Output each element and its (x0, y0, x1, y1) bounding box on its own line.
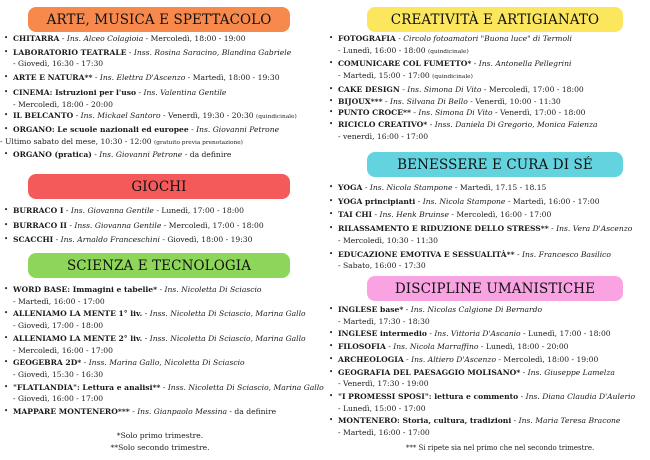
course-name: ARCHEOLOGIA (338, 354, 404, 364)
bullet-icon: • (329, 84, 334, 93)
course-name: BURRACO I (13, 206, 64, 215)
course-item: • TAI CHI - Ins. Henk Bruinse - Mercoledì, 16:00 - 17:00 (329, 210, 552, 220)
course-schedule: Martedì, 16:00 - 17:00 (512, 196, 600, 206)
bullet-icon: • (329, 329, 334, 338)
course-schedule: Martedì, 16:00 - 17:00 (342, 428, 430, 438)
bullet-icon: • (4, 111, 9, 120)
section-banner (28, 7, 290, 32)
course-schedule: Giovedì, 18:00 - 19:30 (167, 235, 253, 245)
bullet-icon: • (4, 220, 9, 229)
section-banner (367, 152, 623, 177)
bullet-icon: • (329, 119, 334, 128)
course-name: FILOSOFIA (338, 342, 386, 352)
course-name: BURRACO II (13, 220, 67, 230)
section-banner (28, 174, 290, 199)
course-teacher: Ins. Henk Bruinse (379, 210, 449, 220)
course-name: EDUCAZIONE EMOTIVA E SESSUALITÀ** (338, 249, 515, 259)
section-title: CREATIVITÀ E ARTIGIANATO (390, 11, 600, 28)
course-schedule: Mercoledì, 18:00 - 20:00 (17, 99, 113, 109)
course-teacher: Ins. Giovanni Petrone (99, 150, 183, 160)
bullet-icon: • (4, 124, 9, 133)
course-teacher: Ins. Valentina Gentile (143, 87, 227, 97)
course-name: CAKE DESIGN (338, 84, 400, 94)
bullet-icon: • (329, 224, 334, 233)
course-name: MONTENERO: Storia, cultura, tradizioni (338, 416, 512, 426)
course-teacher: Ins. Nicolas Calgione Di Bernardo (410, 305, 543, 314)
course-item: • ORGANO (pratica) - Ins. Giovanni Petrone - da definire (4, 150, 232, 160)
course-teacher: Ins. Gianpaolo Messina (137, 407, 227, 417)
course-note: (quindicinale) (428, 48, 469, 55)
course-schedule: Giovedì, 16:00 - 17:00 (17, 394, 104, 404)
course-item: • ORGANO: Le scuole nazionali ed europee - Ins. Giovanni Petrone - Ultimo sabato del mese, 10:30 - 12:00 (gratuito previa prenotazione) (0, 124, 280, 146)
bullet-icon: • (4, 235, 9, 244)
course-schedule: da definire (234, 407, 277, 417)
course-name: "FLATLANDIA": Lettura e analisi** (13, 382, 161, 392)
course-teacher: Ins. Alceo Colagioia (66, 34, 144, 43)
section-title: GIOCHI (131, 178, 187, 195)
bullet-icon: • (4, 87, 9, 96)
course-teacher: Inss. Nicoletta Di Sciascio, Marina Gallo (149, 333, 306, 343)
course-item: • EDUCAZIONE EMOTIVA E SESSUALITÀ** - Ins. Francesco Basilico - Sabato, 16:00 - 17:30 (329, 249, 611, 271)
section-title: SCIENZA E TECNOLOGIA (66, 257, 252, 274)
bullet-icon: • (4, 47, 9, 56)
course-item: • ARTE E NATURA** - Ins. Elettra D'Ascenzo - Martedì, 18:00 - 19:30 (4, 73, 280, 83)
course-list (0, 33, 297, 161)
course-teacher: Ins. Vera D'Ascenzo (556, 224, 633, 234)
course-teacher: Ins. Giovanna Gentile (70, 206, 154, 215)
course-item: • CHITARRA - Ins. Alceo Colagioia - Mercoledì, 18:00 - 19:00 (4, 34, 246, 43)
course-teacher: Ins. Nicoletta Di Sciascio (164, 285, 262, 294)
bullet-icon: • (329, 249, 334, 258)
course-teacher: Ins. Nicola Stampone (369, 183, 453, 192)
bullet-icon: • (4, 150, 9, 159)
bullet-icon: • (329, 354, 334, 363)
course-schedule: venerdì, 16:00 - 17:00 (342, 131, 429, 141)
footnote: *** Si ripete sia nel primo che nel secondo trimestre. (405, 444, 595, 452)
course-item: • BIJOUX*** - Ins. Silvana Di Bello - Venerdì, 10:00 - 11:30 (329, 96, 561, 106)
section-banner (28, 253, 290, 278)
course-item: • IL BELCANTO - Ins. Mickael Santoro - Venerdì, 19:30 - 20:30 (quindicinale) (4, 111, 297, 121)
course-name: LABORATORIO TEATRALE (13, 47, 127, 57)
footnote: *Solo primo trimestre. (116, 431, 204, 440)
course-schedule: Martedì, 15:00 - 17:00 (342, 71, 430, 81)
course-item: • INGLESE base* - Ins. Nicolas Calgione Di Bernardo - Martedì, 17:30 - 18:30 (329, 305, 543, 326)
course-schedule: Venerdì, 17:00 - 18:00 (499, 108, 586, 118)
course-teacher: Ins. Francesco Basilico (522, 249, 611, 259)
course-schedule: Lunedì, 16:00 - 18:00 (342, 45, 426, 55)
course-teacher: Ins. Simona Di Vito (418, 108, 493, 118)
course-name: YOGA principianti (338, 196, 416, 206)
course-item: • YOGA principianti - Ins. Nicola Stampone - Martedì, 16:00 - 17:00 (329, 196, 600, 206)
bullet-icon: • (329, 108, 334, 117)
course-item: • RILASSAMENTO E RIDUZIONE DELLO STRESS** - Ins. Vera D'Ascenzo - Mercoledì, 10:30 - 11:30 (329, 224, 633, 245)
course-schedule: Lunedì, 18:00 - 20:00 (485, 342, 569, 352)
course-schedule: Lunedì, 17:00 - 18:00 (161, 206, 244, 215)
course-list (0, 205, 264, 246)
course-note: (quindicinale) (256, 114, 297, 121)
course-list (325, 182, 632, 272)
bullet-icon: • (4, 407, 9, 416)
bullet-icon: • (329, 34, 334, 42)
course-teacher: Ins. Elettra D'Ascenzo (99, 73, 186, 83)
course-teacher: Inss. Marina Gallo, Nicoletta Di Sciascio (88, 358, 245, 368)
course-schedule: Mercoledì, 16:00 - 17:00 (456, 210, 552, 220)
course-teacher: Ins. Diana Claudia D'Aulerio (525, 391, 636, 401)
course-item: • MAPPARE MONTENERO*** - Ins. Gianpaolo Messina - da definire (4, 407, 277, 417)
course-item: • "FLATLANDIA": Lettura e analisi** - Inss. Nicoletta Di Sciascio, Marina Gallo - Giovedì, 16:00 - 17:00 (4, 382, 324, 404)
bullet-icon: • (329, 342, 334, 351)
course-teacher: Ins. Maria Teresa Bracone (518, 416, 621, 426)
course-schedule: Giovedì, 16:30 - 17:30 (17, 59, 104, 69)
course-name: RILASSAMENTO E RIDUZIONE DELLO STRESS** (338, 224, 549, 234)
course-teacher: Inss. Giovanna Gentile (74, 220, 162, 230)
course-schedule: Lunedì, 17:00 - 18:00 (528, 329, 611, 339)
course-name: IL BELCANTO (13, 111, 74, 121)
course-note: (gratuito previa prenotazione) (154, 139, 243, 146)
course-item: • WORD BASE: Immagini e tabelle* - Ins. Nicoletta Di Sciascio - Martedì, 16:00 - 17:00 (4, 285, 262, 306)
course-schedule: Martedì, 16:00 - 17:00 (17, 296, 105, 306)
course-teacher: Circolo fotoamatori "Buona luce" di Termoli (403, 34, 572, 43)
footnotes (60, 430, 260, 453)
course-item: • LABORATORIO TEATRALE - Inss. Rosina Saracino, Blandina Gabriele - Giovedì, 16:30 - 17:30 (4, 47, 292, 69)
course-teacher: Ins. Antonella Pellegrini (478, 59, 572, 69)
bullet-icon: • (329, 416, 334, 425)
course-name: ORGANO (pratica) (13, 150, 92, 160)
course-schedule: Martedì, 17:30 - 18:30 (342, 316, 430, 326)
course-item: • YOGA - Ins. Nicola Stampone - Martedì, 17.15 - 18.15 (329, 183, 547, 192)
course-item: • RICICLO CREATIVO* - Inss. Daniela Di Gregorio, Monica Faienza - venerdì, 16:00 - 17:00 (329, 119, 598, 141)
course-schedule: Venerdì, 17:30 - 19:00 (342, 379, 429, 389)
course-item: • PUNTO CROCE** - Ins. Simona Di Vito - Venerdì, 17:00 - 18:00 (329, 108, 586, 118)
course-teacher: Ins. Mickael Santoro (80, 111, 161, 121)
footnote: **Solo secondo trimestre. (110, 442, 210, 452)
course-name: INGLESE base* (338, 305, 404, 314)
course-item: • BURRACO I - Ins. Giovanna Gentile - Lunedì, 17:00 - 18:00 (4, 206, 244, 215)
bullet-icon: • (4, 309, 9, 318)
course-name: BIJOUX*** (338, 96, 383, 106)
course-name: SCACCHI (13, 235, 54, 245)
course-schedule: Mercoledì, 17:00 - 18:00 (168, 220, 264, 230)
course-teacher: Ins. Altiero D'Ascenzo (411, 354, 497, 364)
bullet-icon: • (4, 358, 9, 367)
course-item: • CINEMA: Istruzioni per l'uso - Ins. Valentina Gentile - Mercoledì, 18:00 - 20:00 (4, 87, 227, 109)
course-list (0, 284, 324, 418)
section-title: ARTE, MUSICA E SPETTACOLO (46, 11, 272, 28)
course-note: (quindicinale) (432, 74, 473, 81)
course-name: TAI CHI (338, 210, 373, 220)
course-item: • CAKE DESIGN - Ins. Simona Di Vito - Mercoledì, 17:00 - 18:00 (329, 84, 584, 94)
bullet-icon: • (329, 210, 334, 219)
course-teacher: Inss. Nicoletta Di Sciascio, Marina Gallo (167, 382, 324, 392)
course-item: • INGLESE intermedio - Ins. Vittoria D'Ascanio - Lunedì, 17:00 - 18:00 (329, 329, 611, 339)
course-item: • ALLENIAMO LA MENTE 2° liv. - Inss. Nicoletta Di Sciascio, Marina Gallo - Mercoledì, 16:00 - 17:00 (4, 333, 306, 355)
bullet-icon: • (329, 96, 334, 105)
course-teacher: Ins. Arnaldo Franceschini (60, 235, 160, 245)
course-schedule: Venerdì, 19:30 - 20:30 (168, 111, 254, 121)
course-schedule: Mercoledì, 18:00 - 19:00 (150, 34, 246, 43)
course-schedule: da definire (189, 150, 232, 160)
bullet-icon: • (329, 196, 334, 205)
course-teacher: Inss. Daniela Di Gregorio, Monica Faienza (434, 119, 598, 129)
bullet-icon: • (329, 183, 334, 191)
course-name: GEOGRAFIA DEL PAESAGGIO MOLISANO* (338, 367, 521, 377)
course-name: FOTOGRAFIA (338, 34, 396, 43)
bullet-icon: • (329, 367, 334, 376)
course-item: • COMUNICARE COL FUMETTO* - Ins. Antonella Pellegrini - Martedì, 15:00 - 17:00 (quindicinale) (329, 59, 572, 81)
course-schedule: Sabato, 16:00 - 17:30 (342, 261, 426, 271)
course-teacher: Inss. Nicoletta Di Sciascio, Marina Gallo (149, 309, 306, 319)
course-item: • "I PROMESSI SPOSI": lettura e commento - Ins. Diana Claudia D'Aulerio - Lunedì, 15:00 - 17:00 (329, 391, 636, 413)
course-name: ALLENIAMO LA MENTE 1° liv. (13, 309, 143, 319)
course-teacher: Ins. Silvana Di Bello (390, 96, 468, 106)
course-item: • GEOGRAFIA DEL PAESAGGIO MOLISANO* - Ins. Giuseppe Lamelza - Venerdì, 17:30 - 19:00 (329, 367, 615, 389)
course-teacher: Ins. Giuseppe Lamelza (527, 367, 615, 377)
course-list (325, 33, 598, 142)
bullet-icon: • (4, 333, 9, 342)
course-name: COMUNICARE COL FUMETTO* (338, 59, 472, 69)
course-name: RICICLO CREATIVO* (338, 119, 428, 129)
course-schedule: Mercoledì, 17:00 - 18:00 (488, 84, 584, 94)
course-item: • GEOGEBRA 2D* - Inss. Marina Gallo, Nicoletta Di Sciascio - Giovedì, 15:30 - 16:30 (4, 358, 245, 379)
course-name: ORGANO: Le scuole nazionali ed europee (13, 124, 189, 134)
bullet-icon: • (329, 59, 334, 68)
bullet-icon: • (4, 382, 9, 391)
bullet-icon: • (4, 73, 9, 82)
course-schedule: Giovedì, 15:30 - 16:30 (17, 369, 104, 379)
course-item: • SCACCHI - Ins. Arnaldo Franceschini - Giovedì, 18:00 - 19:30 (4, 235, 253, 245)
course-teacher: Ins. Giovanni Petrone (196, 124, 280, 134)
course-name: CHITARRA (13, 34, 60, 43)
course-item: • BURRACO II - Inss. Giovanna Gentile - Mercoledì, 17:00 - 18:00 (4, 220, 264, 230)
section-banner (367, 7, 623, 32)
section-banner (367, 276, 623, 301)
course-teacher: Ins. Simona Di Vito (407, 84, 482, 94)
course-schedule: Venerdì, 10:00 - 11:30 (475, 96, 561, 106)
course-schedule: Mercoledì, 10:30 - 11:30 (342, 235, 438, 245)
bullet-icon: • (4, 34, 9, 42)
course-name: ALLENIAMO LA MENTE 2° liv. (13, 333, 143, 343)
course-list (325, 304, 635, 439)
course-item: • ARCHEOLOGIA - Ins. Altiero D'Ascenzo - Mercoledì, 18:00 - 19:00 (329, 354, 599, 364)
course-schedule: Ultimo sabato del mese, 10:30 - 12:00 (4, 136, 152, 146)
bullet-icon: • (4, 206, 9, 214)
course-name: "I PROMESSI SPOSI": lettura e commento (338, 391, 519, 401)
bullet-icon: • (329, 391, 334, 400)
course-schedule: Lunedì, 15:00 - 17:00 (342, 403, 426, 413)
bullet-icon: • (4, 285, 9, 293)
course-name: INGLESE intermedio (338, 329, 427, 339)
course-teacher: Ins. Nicola Marraffino (393, 342, 479, 352)
section-title: DISCIPLINE UMANISTICHE (394, 280, 596, 297)
course-name: CINEMA: Istruzioni per l'uso (13, 87, 137, 97)
course-name: MAPPARE MONTENERO*** (13, 407, 130, 417)
course-name: YOGA (338, 183, 363, 192)
course-schedule: Mercoledì, 18:00 - 19:00 (503, 354, 599, 364)
course-item: • FOTOGRAFIA - Circolo fotoamatori "Buona luce" di Termoli - Lunedì, 16:00 - 18:00 (quindicinale) (329, 34, 572, 55)
course-teacher: Ins. Nicola Stampone (422, 196, 506, 206)
course-schedule: Martedì, 18:00 - 19:30 (192, 73, 280, 83)
footnotes (355, 443, 645, 455)
course-teacher: Ins. Vittoria D'Ascanio (434, 329, 521, 339)
course-name: ARTE E NATURA** (13, 73, 93, 83)
course-name: WORD BASE: Immagini e tabelle* (13, 285, 158, 294)
section-title: BENESSERE E CURA DI SÉ (397, 156, 593, 173)
course-teacher: Inss. Rosina Saracino, Blandina Gabriele (133, 47, 292, 57)
course-name: GEOGEBRA 2D* (13, 358, 82, 368)
course-schedule: Giovedì, 17:00 - 18:00 (17, 321, 104, 331)
course-item: • ALLENIAMO LA MENTE 1° liv. - Inss. Nicoletta Di Sciascio, Marina Gallo - Giovedì, 17:00 - 18:00 (4, 309, 306, 331)
course-name: PUNTO CROCE** (338, 108, 411, 118)
course-item: • MONTENERO: Storia, cultura, tradizioni - Ins. Maria Teresa Bracone - Martedì, 16:00 - 17:00 (329, 416, 621, 438)
course-item: • FILOSOFIA - Ins. Nicola Marraffino - Lunedì, 18:00 - 20:00 (329, 342, 569, 352)
course-schedule: Martedì, 17.15 - 18.15 (459, 183, 547, 192)
bullet-icon: • (329, 305, 334, 313)
course-schedule: Mercoledì, 16:00 - 17:00 (17, 345, 113, 355)
